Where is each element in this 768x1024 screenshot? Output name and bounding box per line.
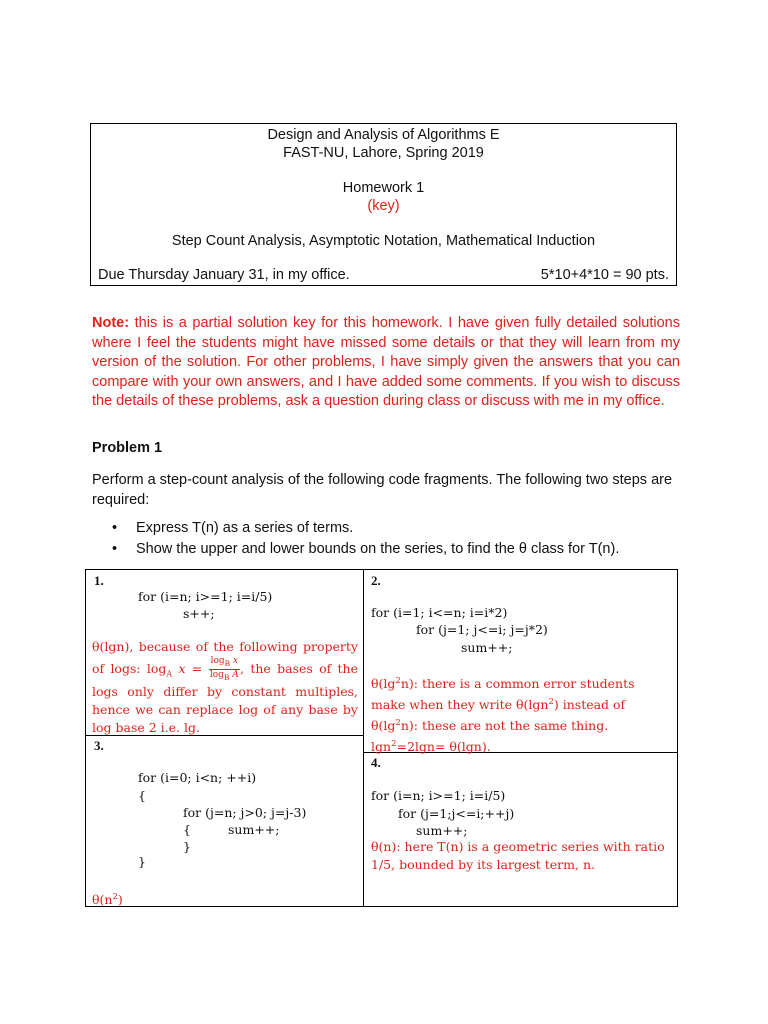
cell-2-number: 2. bbox=[371, 573, 381, 588]
code-line: for (j=1; j<=i; j=j*2) bbox=[416, 622, 548, 637]
key-label: (key) bbox=[367, 198, 400, 214]
code-line: sum++; bbox=[228, 822, 280, 837]
code-line: for (i=n; i>=1; i=i/5) bbox=[138, 589, 273, 604]
bullet-text: Express T(n) as a series of terms. bbox=[136, 520, 354, 536]
note-text: this is a partial solution key for this homework. I have given fully detailed solutions where I feel the students might have missed some details or that they will learn from my version of the solution. For other problems, I have simply given the answers that you can compare with your own answers, and I have added some comments. If you wish to discuss the details of these problems, ask a question during class or discuss with me in my office. bbox=[92, 315, 680, 409]
code-line: { bbox=[138, 788, 146, 803]
code-line: for (j=1;j<=i;++j) bbox=[398, 806, 515, 821]
code-line: for (i=1; i<=n; i=i*2) bbox=[371, 605, 508, 620]
note-paragraph bbox=[92, 314, 680, 412]
bullet-text: Show the upper and lower bounds on the series, to find the θ class for T(n). bbox=[136, 541, 620, 557]
cell-3-answer: $\theta(n^2)$ bbox=[92, 892, 123, 908]
log-fraction: $\frac{\log_B x}{\log_B A}$ bbox=[209, 656, 239, 682]
code-line: sum++; bbox=[461, 640, 513, 655]
code-line: } bbox=[183, 839, 191, 854]
code-line: for (i=n; i>=1; i=i/5) bbox=[371, 788, 506, 803]
cell-4-answer: θ(n): here T(n) is a geometric series with ratio 1/5, bounded by its largest term, n. bbox=[371, 839, 665, 872]
institution: FAST-NU, Lahore, Spring 2019 bbox=[283, 145, 484, 161]
code-line: s++; bbox=[183, 606, 215, 621]
code-line: } bbox=[138, 854, 146, 869]
bullet-item: • Show the upper and lower bounds on the series, to find the θ class for T(n). bbox=[112, 541, 620, 557]
code-line: { bbox=[183, 822, 191, 837]
bullet-item: • Express T(n) as a series of terms. bbox=[112, 520, 354, 536]
cell-4-number: 4. bbox=[371, 755, 381, 770]
problem-title: Problem 1 bbox=[92, 440, 163, 456]
course-title: Design and Analysis of Algorithms E bbox=[267, 127, 500, 143]
note-label: Note: bbox=[92, 315, 130, 331]
problem-intro: Perform a step-count analysis of the following code fragments. The following two steps are required: bbox=[92, 472, 673, 508]
cell-3-number: 3. bbox=[94, 738, 104, 753]
cell-1-number: 1. bbox=[94, 573, 104, 588]
grid-divider bbox=[363, 570, 364, 906]
code-line: sum++; bbox=[416, 823, 468, 838]
code-grid bbox=[85, 569, 678, 907]
homework-title: Homework 1 bbox=[342, 180, 425, 196]
due-date: Due Thursday January 31, in my office. bbox=[98, 267, 350, 283]
points: 5*10+4*10 = 90 pts. bbox=[540, 267, 669, 283]
code-line: for (i=0; i<n; ++i) bbox=[138, 770, 257, 785]
code-line: for (j=n; j>0; j=j-3) bbox=[183, 805, 307, 820]
header-box bbox=[90, 123, 677, 286]
cell-2-answer: $\theta(\lg^2n)$: there is a common error students make when they write θ(lgn$^2$) instead of $\theta(\lg^2n)$: these are not the same thing. lgn$^2$=2lgn= θ(lgn). bbox=[371, 676, 635, 755]
cell-1-answer: θ(lgn), because of the following property of logs: $\log_A x$ = $\frac{\log_B x}{\log_B A}$ , the bases of the logs only differ by constant multiples, hence we can replace log of any base by log base 2 i.e. lg. bbox=[92, 639, 358, 736]
topics: Step Count Analysis, Asymptotic Notation, Mathematical Induction bbox=[171, 233, 596, 249]
